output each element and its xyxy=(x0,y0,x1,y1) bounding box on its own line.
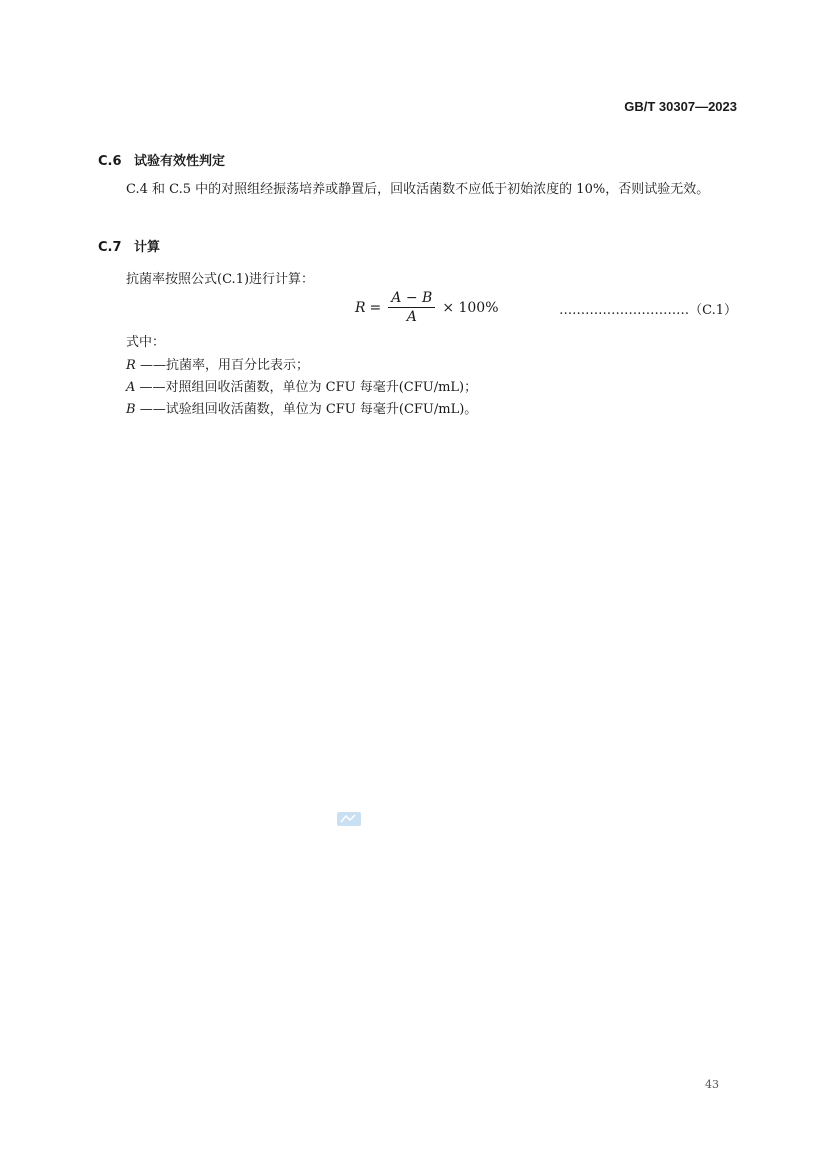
page-number: 43 xyxy=(705,1078,719,1091)
section-title: 试验有效性判定 xyxy=(134,154,226,169)
paragraph-validity: C.4 和 C.5 中的对照组经振荡培养或静置后，回收活菌数不应低于初始浓度的 10%，否则试验无效。 xyxy=(126,182,710,197)
formula-intro: 抗菌率按照公式(C.1)进行计算： xyxy=(126,272,315,287)
section-heading-c7 xyxy=(98,236,160,255)
formula-multiplier: × 100% xyxy=(442,299,499,316)
definition-text: 对照组回收活菌数，单位为 CFU 每毫升(CFU/mL)； xyxy=(165,380,478,395)
definition-dash: —— xyxy=(139,402,166,417)
definition-dash: —— xyxy=(139,358,166,373)
definition-text: 试验组回收活菌数，单位为 CFU 每毫升(CFU/mL)。 xyxy=(165,402,478,417)
where-label: 式中： xyxy=(126,335,166,350)
formula-denominator: A xyxy=(406,309,417,325)
definition-b xyxy=(126,398,477,417)
definition-text: 抗菌率，用百分比表示； xyxy=(165,358,309,373)
formula-fraction xyxy=(388,290,435,325)
definition-symbol: B xyxy=(126,402,136,417)
definition-symbol: A xyxy=(126,380,136,395)
formula-lhs: R xyxy=(355,299,366,316)
formula-numerator: A − B xyxy=(388,290,435,308)
definition-symbol: R xyxy=(126,358,136,373)
formula xyxy=(355,290,499,325)
section-number: C.6 xyxy=(98,154,122,169)
section-number: C.7 xyxy=(98,240,122,255)
publisher-logo-icon xyxy=(336,810,362,828)
section-title: 计算 xyxy=(134,240,161,255)
definition-dash: —— xyxy=(139,380,166,395)
standard-code: GB/T 30307—2023 xyxy=(624,99,737,114)
section-heading-c6 xyxy=(98,150,225,169)
equation-number: …………………………（C.1） xyxy=(559,303,737,318)
definition-a xyxy=(126,376,477,395)
formula-equals: = xyxy=(369,299,382,316)
definition-r xyxy=(126,354,309,373)
